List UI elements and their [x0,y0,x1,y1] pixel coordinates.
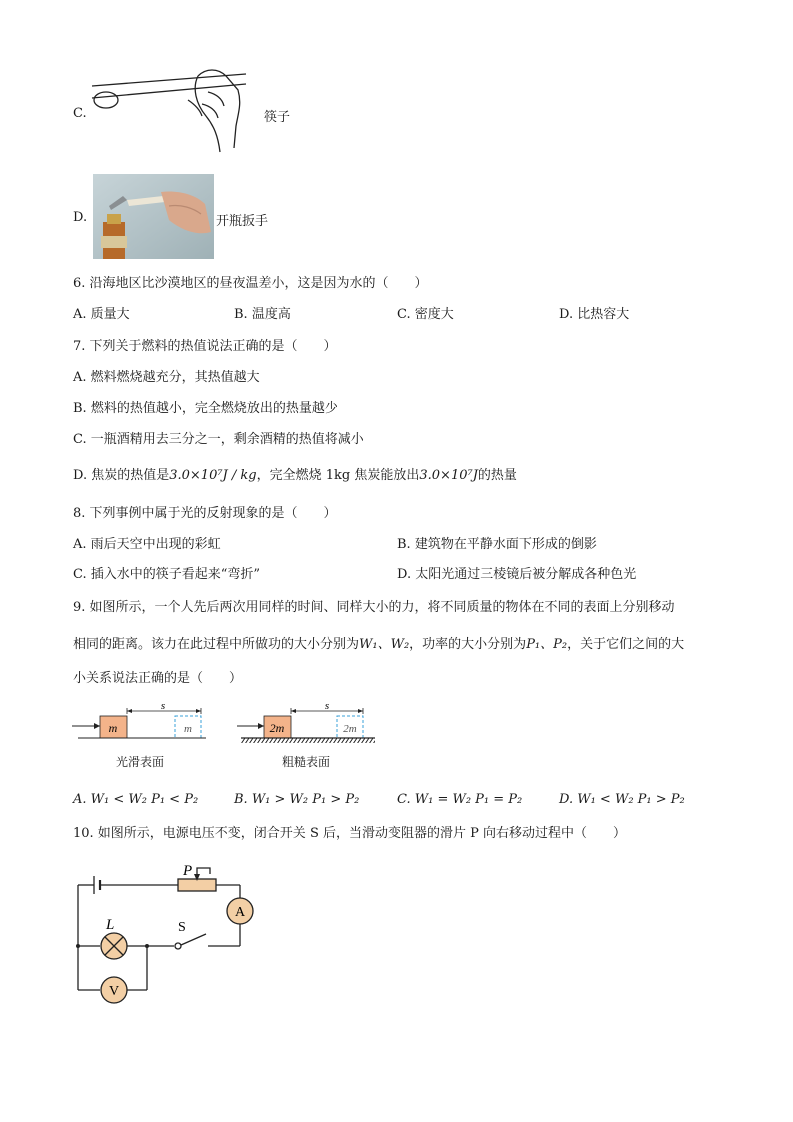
q9-option-a: A. W₁ < W₂ P₁ < P₂ [73,792,199,807]
q7-d-middle: ，完全燃烧 1kg 焦炭能放出 [256,468,420,483]
ammeter-label: A [234,905,246,920]
bottle-opener-photo [93,174,214,259]
q6-option-d: D. 比热容大 [559,307,630,322]
smooth-surface-caption: 光滑表面 [116,755,165,769]
q6-option-c: C. 密度大 [397,307,454,322]
q8-stem: 8. 下列事例中属于光的反射现象的是（ ） [73,506,337,521]
circuit-diagram [70,858,270,1008]
q7-option-b: B. 燃料的热值越小，完全燃烧放出的热量越少 [73,401,338,416]
q9-option-c: C. W₁ = W₂ P₁ = P₂ [397,792,523,807]
voltmeter-label: V [108,984,120,999]
rough-mass-label: 2m [269,721,285,735]
q7-option-c: C. 一瓶酒精用去三分之一，剩余酒精的热值将减小 [73,432,364,447]
circuit-label-s: S [178,920,186,935]
smooth-distance-label: s [160,702,166,712]
q8-option-a: A. 雨后天空中出现的彩虹 [73,537,221,552]
q6-option-b: B. 温度高 [234,307,291,322]
q5-option-d-label: 开瓶扳手 [216,214,269,229]
q9-option-b: B. W₁ > W₂ P₁ > P₂ [234,792,360,807]
smooth-mass-target-label: m [184,723,192,735]
q9-option-d: D. W₁ < W₂ P₁ > P₂ [559,792,685,807]
q7-d-suffix: 的热量 [477,468,517,483]
q10-stem: 10. 如图所示，电源电压不变，闭合开关 S 后，当滑动变阻器的滑片 P 向右移动过程中（ ） [73,826,626,841]
q9-line2-p: P₁、P₂ [526,637,568,652]
q9-line1: 9. 如图所示，一个人先后两次用同样的时间、同样大小的力，将不同质量的物体在不同的表面上分别移动 [73,600,675,615]
q8-option-c: C. 插入水中的筷子看起来“弯折” [73,567,261,582]
rough-mass-target-label: 2m [343,723,357,735]
q9-line3: 小关系说法正确的是（ ） [73,671,243,686]
q7-stem: 7. 下列关于燃料的热值说法正确的是（ ） [73,339,337,354]
q9-line2 [73,637,684,653]
q6-option-a: A. 质量大 [73,307,130,322]
q7-option-a: A. 燃料燃烧越充分，其热值越大 [73,370,260,385]
q5-option-c-letter: C. [73,106,87,121]
q9-line2-w: W₁、W₂ [359,637,410,652]
circuit-label-p: P [183,863,193,879]
q8-option-d: D. 太阳光通过三棱镜后被分解成各种色光 [397,567,637,582]
chopsticks-illustration [88,64,248,159]
rough-surface-caption: 粗糙表面 [282,755,331,769]
q6-stem: 6. 沿海地区比沙漠地区的昼夜温差小，这是因为水的（ ） [73,276,428,291]
q7-option-d [73,468,517,484]
q9-line2-b: ，功率的大小分别为 [409,637,527,652]
smooth-mass-label: m [108,721,118,735]
q5-option-c-label: 筷子 [264,110,291,125]
circuit-label-l: L [106,917,115,933]
q7-d-value2: 3.0×10⁷J [419,468,478,483]
q7-d-prefix: D. 焦炭的热值是 [73,468,170,483]
rough-surface-figure [233,702,378,750]
q5-option-d-letter: D. [73,210,88,225]
q8-option-b: B. 建筑物在平静水面下形成的倒影 [397,537,597,552]
q7-d-value1: 3.0×10⁷J / kg [169,468,257,483]
rough-distance-label: s [324,702,330,712]
q9-line2-c: ，关于它们之间的大 [567,637,685,652]
smooth-surface-figure [70,702,210,750]
q9-line2-a: 相同的距离。该力在此过程中所做功的大小分别为 [73,637,360,652]
